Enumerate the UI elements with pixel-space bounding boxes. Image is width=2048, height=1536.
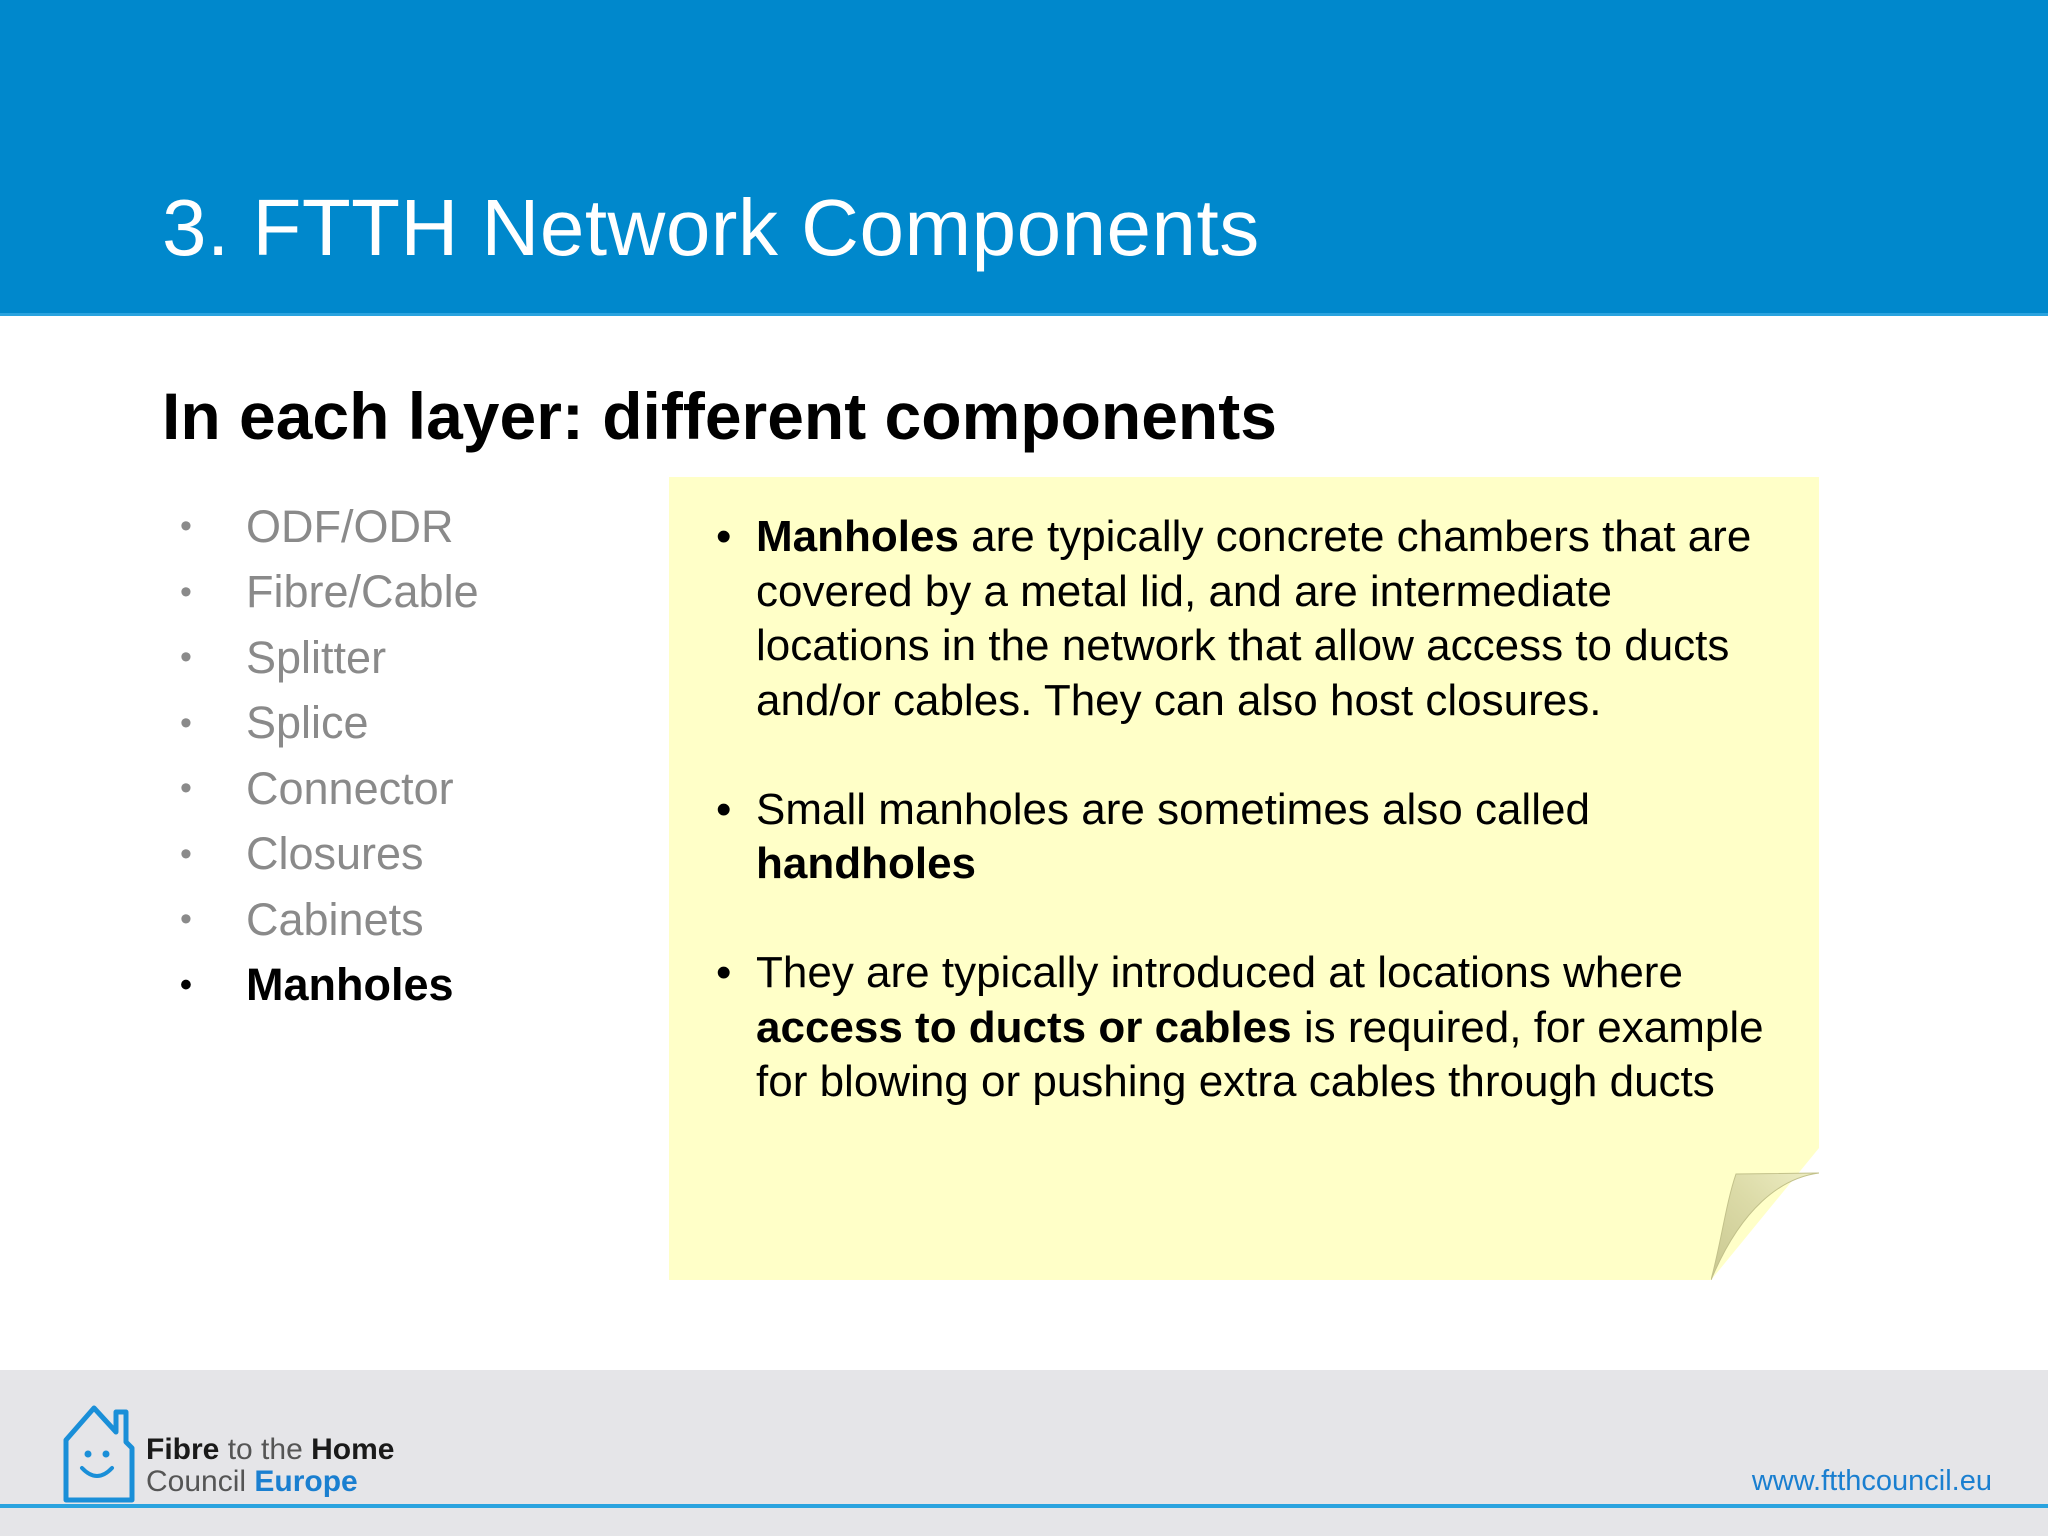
page-curl-icon: [1711, 1148, 1819, 1280]
list-item: [180, 822, 479, 888]
note-point: [716, 946, 1776, 1110]
list-item-label: ODF/ODR: [246, 500, 454, 552]
bullet-icon: •: [716, 784, 732, 834]
logo-word: Home: [311, 1433, 395, 1466]
note-text: Small manholes are sometimes also called: [756, 784, 1590, 834]
logo-word: to the: [219, 1433, 312, 1466]
list-item: [180, 756, 479, 822]
list-item-active: [180, 953, 479, 1019]
bullet-icon: •: [716, 512, 732, 561]
list-item-label: Cabinets: [246, 893, 424, 945]
website-link[interactable]: www.ftthcouncil.eu: [1751, 1465, 1992, 1497]
list-item-label: Splice: [246, 697, 369, 749]
list-item: [180, 887, 479, 953]
bullet-icon: •: [180, 900, 192, 939]
note-bullets: [716, 510, 1776, 1164]
bullet-icon: •: [716, 948, 732, 997]
logo-word: Council: [146, 1465, 255, 1498]
list-item-label: Connector: [246, 762, 454, 814]
bullet-icon: •: [180, 769, 192, 808]
bullet-icon: •: [180, 507, 192, 546]
logo-word: Europe: [254, 1465, 358, 1498]
bullet-icon: •: [180, 703, 192, 742]
note-term: handholes: [756, 839, 977, 888]
footer-divider: [0, 1504, 2048, 1508]
list-item-label: Splitter: [246, 631, 387, 683]
note-point: [716, 510, 1776, 728]
logo-line-1: [146, 1434, 394, 1466]
slide-subtitle: In each layer: different components: [162, 379, 1277, 453]
logo-word: Fibre: [146, 1433, 220, 1466]
bullet-icon: •: [180, 638, 192, 677]
list-item: [180, 625, 479, 691]
note-point: [716, 783, 1776, 892]
note-text: is required, for example for blowing or pushing extra cables through ducts: [756, 1002, 1764, 1106]
house-smiley-logo-icon: [60, 1402, 138, 1506]
list-item: [180, 691, 479, 757]
list-item: [180, 560, 479, 626]
bullet-icon: •: [180, 965, 192, 1004]
bullet-icon: •: [180, 572, 192, 611]
note-term: access to ducts or cables: [756, 1002, 1292, 1052]
council-logo-text: [146, 1434, 394, 1498]
list-item-label: Manholes: [246, 959, 454, 1011]
bullet-icon: •: [180, 834, 192, 873]
component-list: [180, 494, 479, 1018]
list-item: [180, 494, 479, 560]
logo-line-2: [146, 1466, 394, 1498]
slide-title: 3. FTTH Network Components: [162, 183, 1260, 272]
note-text: are typically concrete chambers that are covered by a metal lid, and are intermediate locations in the network that allow access to ducts and/or cables. They can also host closures.: [756, 512, 1752, 725]
note-term: Manholes: [756, 512, 959, 561]
list-item-label: Closures: [246, 828, 424, 880]
note-text: They are typically introduced at locations where: [756, 948, 1683, 997]
list-item-label: Fibre/Cable: [246, 566, 479, 618]
